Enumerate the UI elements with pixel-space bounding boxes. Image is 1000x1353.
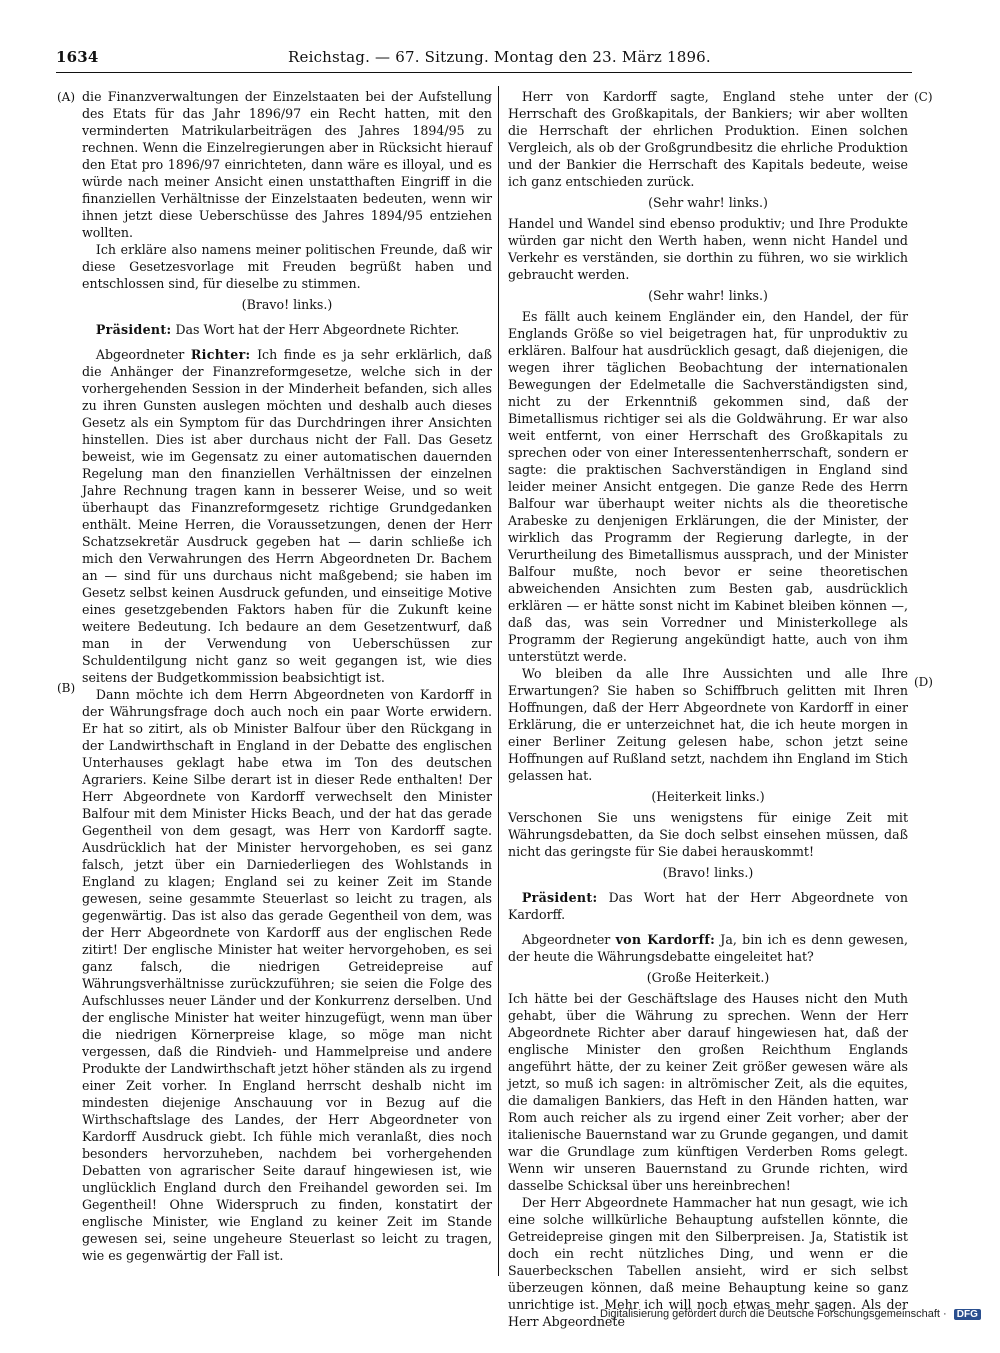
interjection: (Bravo! links.) (241, 297, 333, 312)
footer (600, 1308, 984, 1328)
footer-credit: Digitalisierung gefördert durch die Deutsche Forschungsgemeinschaft · (600, 1308, 947, 1320)
running-title: Reichstag. — 67. Sitzung. Montag den 23. März 1896. (288, 48, 711, 66)
speaker-prefix: Abgeordneter (521, 932, 616, 947)
body-paragraph: Dann möchte ich dem Herrn Abgeordneten von Kardorff in der Währungsfrage doch auch noch ein paar Worte erwidern. Er hat so zitirt, als ob Minister Balfour über den Rückgang in der Landwirthschaft in England in der Debatte des englischen Unterhauses geklagt habe etwa im Ton des deutschen Agrariers. Keine Silbe derart ist in dieser Rede enthalten! Der Herr Abgeordnete von Kardorff verwechselt den Minister Balfour mit dem Minister Hicks Beach, und der hat das gerade Gegentheil von dem gesagt, was Herr von Kardorff sagte. Ausdrücklich hat der Minister hervorgehoben, es sei ganz falsch, jetzt über ein Darniederliegen des Wohlstands in England zu klagen; England sei zu keiner Zeit im Stande gewesen, seine gesammte Steuerlast so leicht zu tragen, als gegenwärtig. Das ist also das gerade Gegentheil von dem, was der Herr Abgeordnete von Kardorff aus der englischen Rede zitirt! Der englische Minister hat weiter hervorgehoben, es sei ganz falsch, die niedrigen Getreidepreise auf Währungsverhältnisse zurückzuführen; sie seien die Folge des Aufschlusses neuer Länder und der Konkurrenz derselben. Und der englische Minister hat weiter hinzugefügt, wenn man über die niedrigen Körnerpreise klage, so möge man nicht vergessen, daß die Rindvieh- und Hammelpreise und andere Produkte der Landwirthschaft jetzt höher ständen als zu irgend einer Zeit vorher. In England herrscht deshalb nicht im mindesten diejenige Anschauung vor in Bezug auf die Wirthschaftslage des Landes, der Herr Abgeordneter von Kardorff Ausdruck giebt. Ich fühle mich veranlaßt, dies noch besonders hervorzuheben, nachdem bei vorhergehenden Debatten von agrarischer Seite darauf hingewiesen ist, wie unglücklich England durch den Freihandel geworden sei. Im Gegentheil! Ohne Widerspruch zu finden, konstatirt der englische Minister, wie England zu keiner Zeit im Stande gewesen sei, seine ungeheure Steuerlast so leicht zu tragen, wie es gegenwärtig der Fall ist. (82, 687, 492, 1263)
body-paragraph: Es fällt auch keinem Engländer ein, den Handel, der für Englands Größe so viel beigetragen hat, für unproduktiv zu erklären. Balfour hat ausdrücklich gesagt, daß diejenigen, die wegen ihrer täglichen Beobachtung der internationalen Bewegungen der Edelmetalle die Sachverständigsten sind, nicht zu der Erkenntniß gekommen sind, daß der Bimetallismus richtiger sei als die Goldwährung. Er war also weit entfernt, von einer Herrschaft des Großkapitals zu sprechen oder von einer Interessentenherrschaft, sondern er sagte: die praktischen Sachverständigen in England sind leider meiner Ansicht entgegen. Die ganze Rede des Herrn Balfour war überhaupt weiter nichts als die theoretische Arabeske zu denjenigen Erklärungen, die der Minister, der wirklich das Programm der Regierung darlegte, in der Verurtheilung des Bimetallismus aussprach, und der Minister Balfour mußte, noch bevor er seine theoretischen abweichenden Ansichten zum Besten gab, ausdrücklich erklären — er hätte sonst nicht im Kabinet bleiben können —, daß das, was sein Vorredner und Ministerkollege als Programm der Regierung angekündigt hatte, auch von ihm unterstützt werde. (508, 309, 908, 664)
speaker-name: von Kardorff: (615, 932, 716, 947)
body-paragraph: die Finanzverwaltungen der Einzelstaaten bei der Aufstellung des Etats für das Jahr 1896/97 ein Recht hatten, mit den verminderten Matrikularbeiträgen des Jahres 1894/95 zu rechnen. Wenn die Einzelregierungen aber in Rücksicht hierauf den Etat pro 1896/97 einrichteten, dann wäre es illoyal, und es würde nach meiner Ansicht einen unstatthaften Eingriff in die finanziellen Verhältnisse der Einzelstaaten bedeuten, wenn wir ihnen jetzt diese Ueberschüsse des Jahres 1894/95 entziehen wollten. (82, 89, 492, 240)
page-number: 1634 (56, 48, 99, 66)
interjection: (Sehr wahr! links.) (648, 288, 768, 303)
interjection: (Heiterkeit links.) (651, 789, 765, 804)
speaker-paragraph (82, 321, 492, 338)
speech-text: Das Wort hat der Herr Abgeordnete Richter. (171, 322, 460, 337)
margin-marker-c: (C) (914, 90, 933, 104)
speaker-prefix: Abgeordneter (95, 347, 191, 362)
left-column (82, 88, 492, 1264)
body-paragraph: Ich hätte bei der Geschäftslage des Hauses nicht den Muth gehabt, über die Währung zu sprechen. Wenn der Herr Abgeordnete Richter aber darauf hingewiesen hat, daß der englische Minister den großen Reichthum Englands angeführt hätte, der zu keiner Zeit größer gewesen wäre als jetzt, so muß ich sagen: in altrömischer Zeit, als die equites, die damaligen Bankiers, das Heft in den Händen hatten, war Rom auch reicher als zu irgend einer Zeit vorher; aber der italienische Bauernstand war zu Grunde gegangen, und damit war die Grundlage zum künftigen Verderben Roms gelegt. Wenn wir unseren Bauernstand zu Grunde richten, wird dasselbe Schicksal über uns hereinbrechen! (508, 991, 908, 1193)
speaker-paragraph (508, 931, 908, 965)
margin-marker-b: (B) (57, 681, 76, 695)
interjection: (Sehr wahr! links.) (648, 195, 768, 210)
speech-text: Das Wort hat der Herr Abgeordnete von Kardorff. (508, 890, 908, 922)
right-column (508, 88, 908, 1330)
speaker-name: Präsident: (95, 322, 172, 337)
body-paragraph: Verschonen Sie uns wenigstens für einige Zeit mit Währungsdebatten, da Sie doch selbst einsehen müssen, daß nicht das geringste für Sie dabei herauskommt! (508, 810, 908, 859)
dfg-logo: DFG (954, 1309, 981, 1320)
body-paragraph: Herr von Kardorff sagte, England stehe unter der Herrschaft des Großkapitals, der Bankiers; wir aber wollten die Herrschaft der ehrlichen Produktion. Einen solchen Vergleich, als ob der Großgrundbesitz die ehrliche Produktion und der Bankier die Herrschaft des Kapitals bedeute, weise ich ganz entschieden zurück. (508, 89, 908, 189)
page-header (56, 46, 912, 70)
speaker-name: Präsident: (521, 890, 598, 905)
speaker-paragraph (508, 889, 908, 923)
body-paragraph: Wo bleiben da alle Ihre Aussichten und alle Ihre Erwartungen? Sie haben so Schiffbruch gelitten mit Ihren Hoffnungen, daß der Herr Abgeordnete von Kardorff in einer Erklärung, die er unterzeichnet hat, die ich heute morgen in einer Berliner Zeitung gelesen habe, schon jetzt seine Hoffnungen auf Rußland setzt, nachdem ihn England im Stich gelassen hat. (508, 666, 908, 783)
header-rule (56, 72, 912, 73)
column-divider (498, 86, 499, 1276)
body-paragraph: Ich erkläre also namens meiner politischen Freunde, daß wir diese Gesetzesvorlage mit Freuden begrüßt haben und entschlossen sind, für dieselbe zu stimmen. (82, 242, 492, 291)
speaker-name: Richter: (190, 347, 251, 362)
body-paragraph: Handel und Wandel sind ebenso produktiv; und Ihre Produkte würden gar nicht den Werth haben, wenn nicht Handel und Verkehr es verständen, sie dorthin zu führen, wo sie wirklich gebraucht werden. (508, 216, 908, 282)
interjection: (Große Heiterkeit.) (646, 970, 770, 985)
margin-marker-a: (A) (57, 90, 76, 104)
speaker-paragraph (82, 346, 492, 686)
speech-text: Ja, bin ich es denn gewesen, der heute die Währungsdebatte eingeleitet hat? (508, 932, 908, 964)
interjection: (Bravo! links.) (662, 865, 754, 880)
body-paragraph: Der Herr Abgeordnete Hammacher hat nun gesagt, wie ich eine solche willkürliche Behauptung aufstellen könnte, die Getreidepreise gingen mit den Silberpreisen. Ja, Statistik ist doch ein recht nützliches Ding, und wenn er die Sauerbeckschen Tabellen ansieht, wird er sich selbst überzeugen können, daß meine Behauptung keine so ganz unrichtige ist. Mehr ich will noch etwas mehr sagen. Als der Herr Abgeordnete (508, 1195, 908, 1329)
speech-text: Ich finde es ja sehr erklärlich, daß die Anhänger der Finanzreformgesetze, welche sich in der vorhergehenden Session in der Minderheit befanden, sich alles zu ihren Gunsten auslegen möchten und deshalb auch dieses Gesetz als ein Symptom für das Durchdringen ihrer Ansichten hinstellen. Dies ist aber durchaus nicht der Fall. Das Gesetz beweist, wie im Gegensatz zu einer automatischen dauernden Regelung man den finanziellen Verhältnissen der einzelnen Jahre Rechnung tragen kann in besserer Weise, und so weit überhaupt das Finanzreformgesetz richtige Grundgedanken enthält. Meine Herren, die Voraussetzungen, denen der Herr Schatzsekretär Ausdruck gegeben hat — darin schließe ich mich den Verwahrungen des Herrn Abgeordneten Dr. Bachem an — sind für uns durchaus nicht maßgebend; sie haben im Gesetz selbst keinen Ausdruck gefunden, und einseitige Motive eines gesetzgebenden Faktors haben für die Zukunft keine weitere Bedeutung. Ich bedaure an dem Gesetzentwurf, daß man in der Verwendung von Ueberschüssen zur Schuldentilgung nicht ganz so weit gegangen ist, wie dies seitens der Budgetkommission beabsichtigt ist. (82, 347, 493, 685)
margin-marker-d: (D) (914, 675, 933, 689)
